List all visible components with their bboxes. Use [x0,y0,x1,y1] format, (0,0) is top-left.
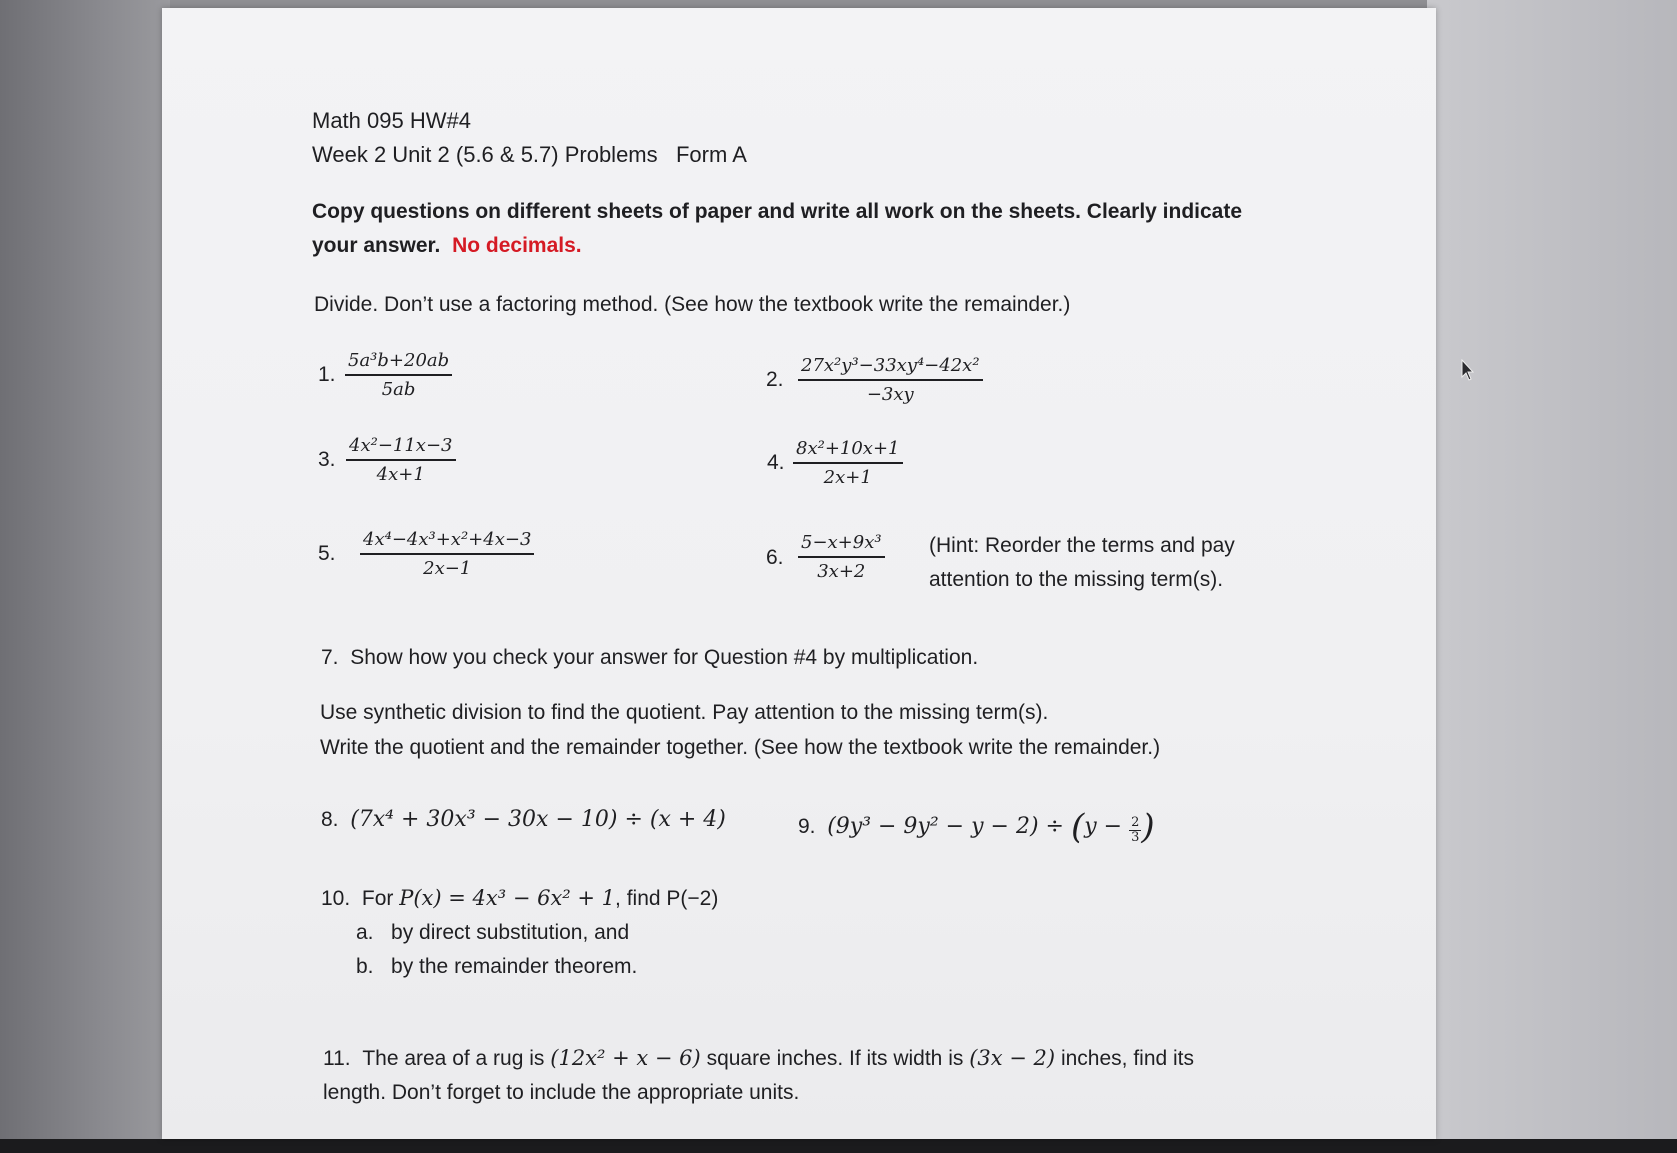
problem-4-label: 4. [767,451,785,474]
q10-item-b-text: by the remainder theorem. [391,955,638,978]
q11-text-1: The area of a rug is [362,1047,545,1070]
hint-line2: attention to the missing term(s). [929,568,1224,591]
divide-heading: Divide. Don’t use a factoring method. (See how the textbook write the remainder.) [314,293,1071,316]
q11-label: 11. [323,1047,351,1070]
problem-1-fraction [345,350,452,400]
problem-5-fraction [360,529,534,579]
q11-area-expression: (12x² + x − 6) [550,1046,701,1070]
problem-1-numerator: 5a³b+20ab [345,350,452,376]
instructions-line1: Copy questions on different sheets of paper and write all work on the sheets. Clearly indicate [312,200,1243,223]
problem-1-denominator: 5ab [381,379,416,400]
problem-2-denominator: −3xy [866,384,914,405]
document-page [162,8,1436,1139]
q10-item-b-label: b. [356,955,374,978]
problem-2-label: 2. [766,368,784,391]
problem-3-numerator: 4x²−11x−3 [346,435,456,461]
problem-5-denominator: 2x−1 [423,558,472,579]
q10-item-a-label: a. [356,921,374,944]
doc-title: Math 095 HW#4 [312,108,471,133]
problem-6-label: 6. [766,546,784,569]
problem-6-denominator: 3x+2 [817,561,866,582]
q9-frac-denominator: 3 [1131,830,1140,845]
doc-subtitle [312,142,747,168]
q10-item-a [356,921,629,945]
synthetic-line1: Use synthetic division to find the quotient. Pay attention to the missing term(s). [320,701,1049,724]
problem-1-label: 1. [318,363,336,386]
q11-line1 [323,1046,1194,1071]
q10-item-b [356,955,637,979]
no-decimals-warning: No decimals. [452,234,582,257]
problem-3-denominator: 4x+1 [376,464,425,485]
q7-label: 7. [321,646,339,669]
problem-4-numerator: 8x²+10x+1 [793,438,903,464]
q9-dividend: (9y³ − 9y² − y − 2) ÷ [827,814,1071,839]
monitor-bezel-right [1427,0,1677,1153]
q10-suffix: , find P(−2) [615,887,719,910]
problem-6-fraction [798,532,885,582]
hint-line1: (Hint: Reorder the terms and pay [929,534,1235,557]
q9-frac-numerator: 2 [1131,815,1140,830]
q9 [798,807,1155,847]
q7 [321,646,978,670]
q8-expression: (7x⁴ + 30x³ − 30x − 10) ÷ (x + 4) [350,807,726,832]
problem-2-numerator: 27x²y³−33xy⁴−42x² [798,355,983,381]
monitor-bezel-left [0,0,170,1153]
problem-4-denominator: 2x+1 [823,467,872,488]
q9-open-paren: ( [1070,807,1085,847]
problem-3-label: 3. [318,448,336,471]
instructions-line2 [312,234,582,258]
mouse-cursor-icon [1459,359,1475,385]
q9-fraction [1129,816,1141,845]
problem-5-label: 5. [318,542,336,565]
problem-5-numerator: 4x⁴−4x³+x²+4x−3 [360,529,534,555]
q11-line2: length. Don’t forget to include the appropriate units. [323,1081,800,1104]
monitor-bezel-bottom [0,1139,1677,1153]
q10 [321,886,718,911]
synthetic-line2: Write the quotient and the remainder together. (See how the textbook write the remainder.) [320,736,1161,759]
q8-label: 8. [321,808,339,831]
problem-3-fraction [346,435,456,485]
q11-text-3: inches, find its [1060,1047,1195,1070]
q10-label: 10. [321,887,351,910]
q10-item-a-text: by direct substitution, and [391,921,630,944]
instructions-answer: your answer. [312,234,441,257]
subtitle-form: Form A [675,142,747,167]
q9-divisor: y − [1084,814,1130,839]
q11-width-expression: (3x − 2) [969,1046,1056,1070]
q9-label: 9. [798,815,816,838]
subtitle-unit: Week 2 Unit 2 (5.6 & 5.7) Problems [312,142,658,167]
q8 [321,807,726,832]
problem-2-fraction [798,355,983,405]
q9-close-paren: ) [1141,807,1155,847]
q10-expression: P(x) = 4x³ − 6x² + 1 [399,886,616,910]
problem-4-fraction [793,438,903,488]
q11-text-2: square inches. If its width is [706,1047,964,1070]
problem-6-numerator: 5−x+9x³ [798,532,885,558]
q10-prefix: For [361,887,394,910]
q7-text: Show how you check your answer for Question #4 by multiplication. [350,646,979,669]
